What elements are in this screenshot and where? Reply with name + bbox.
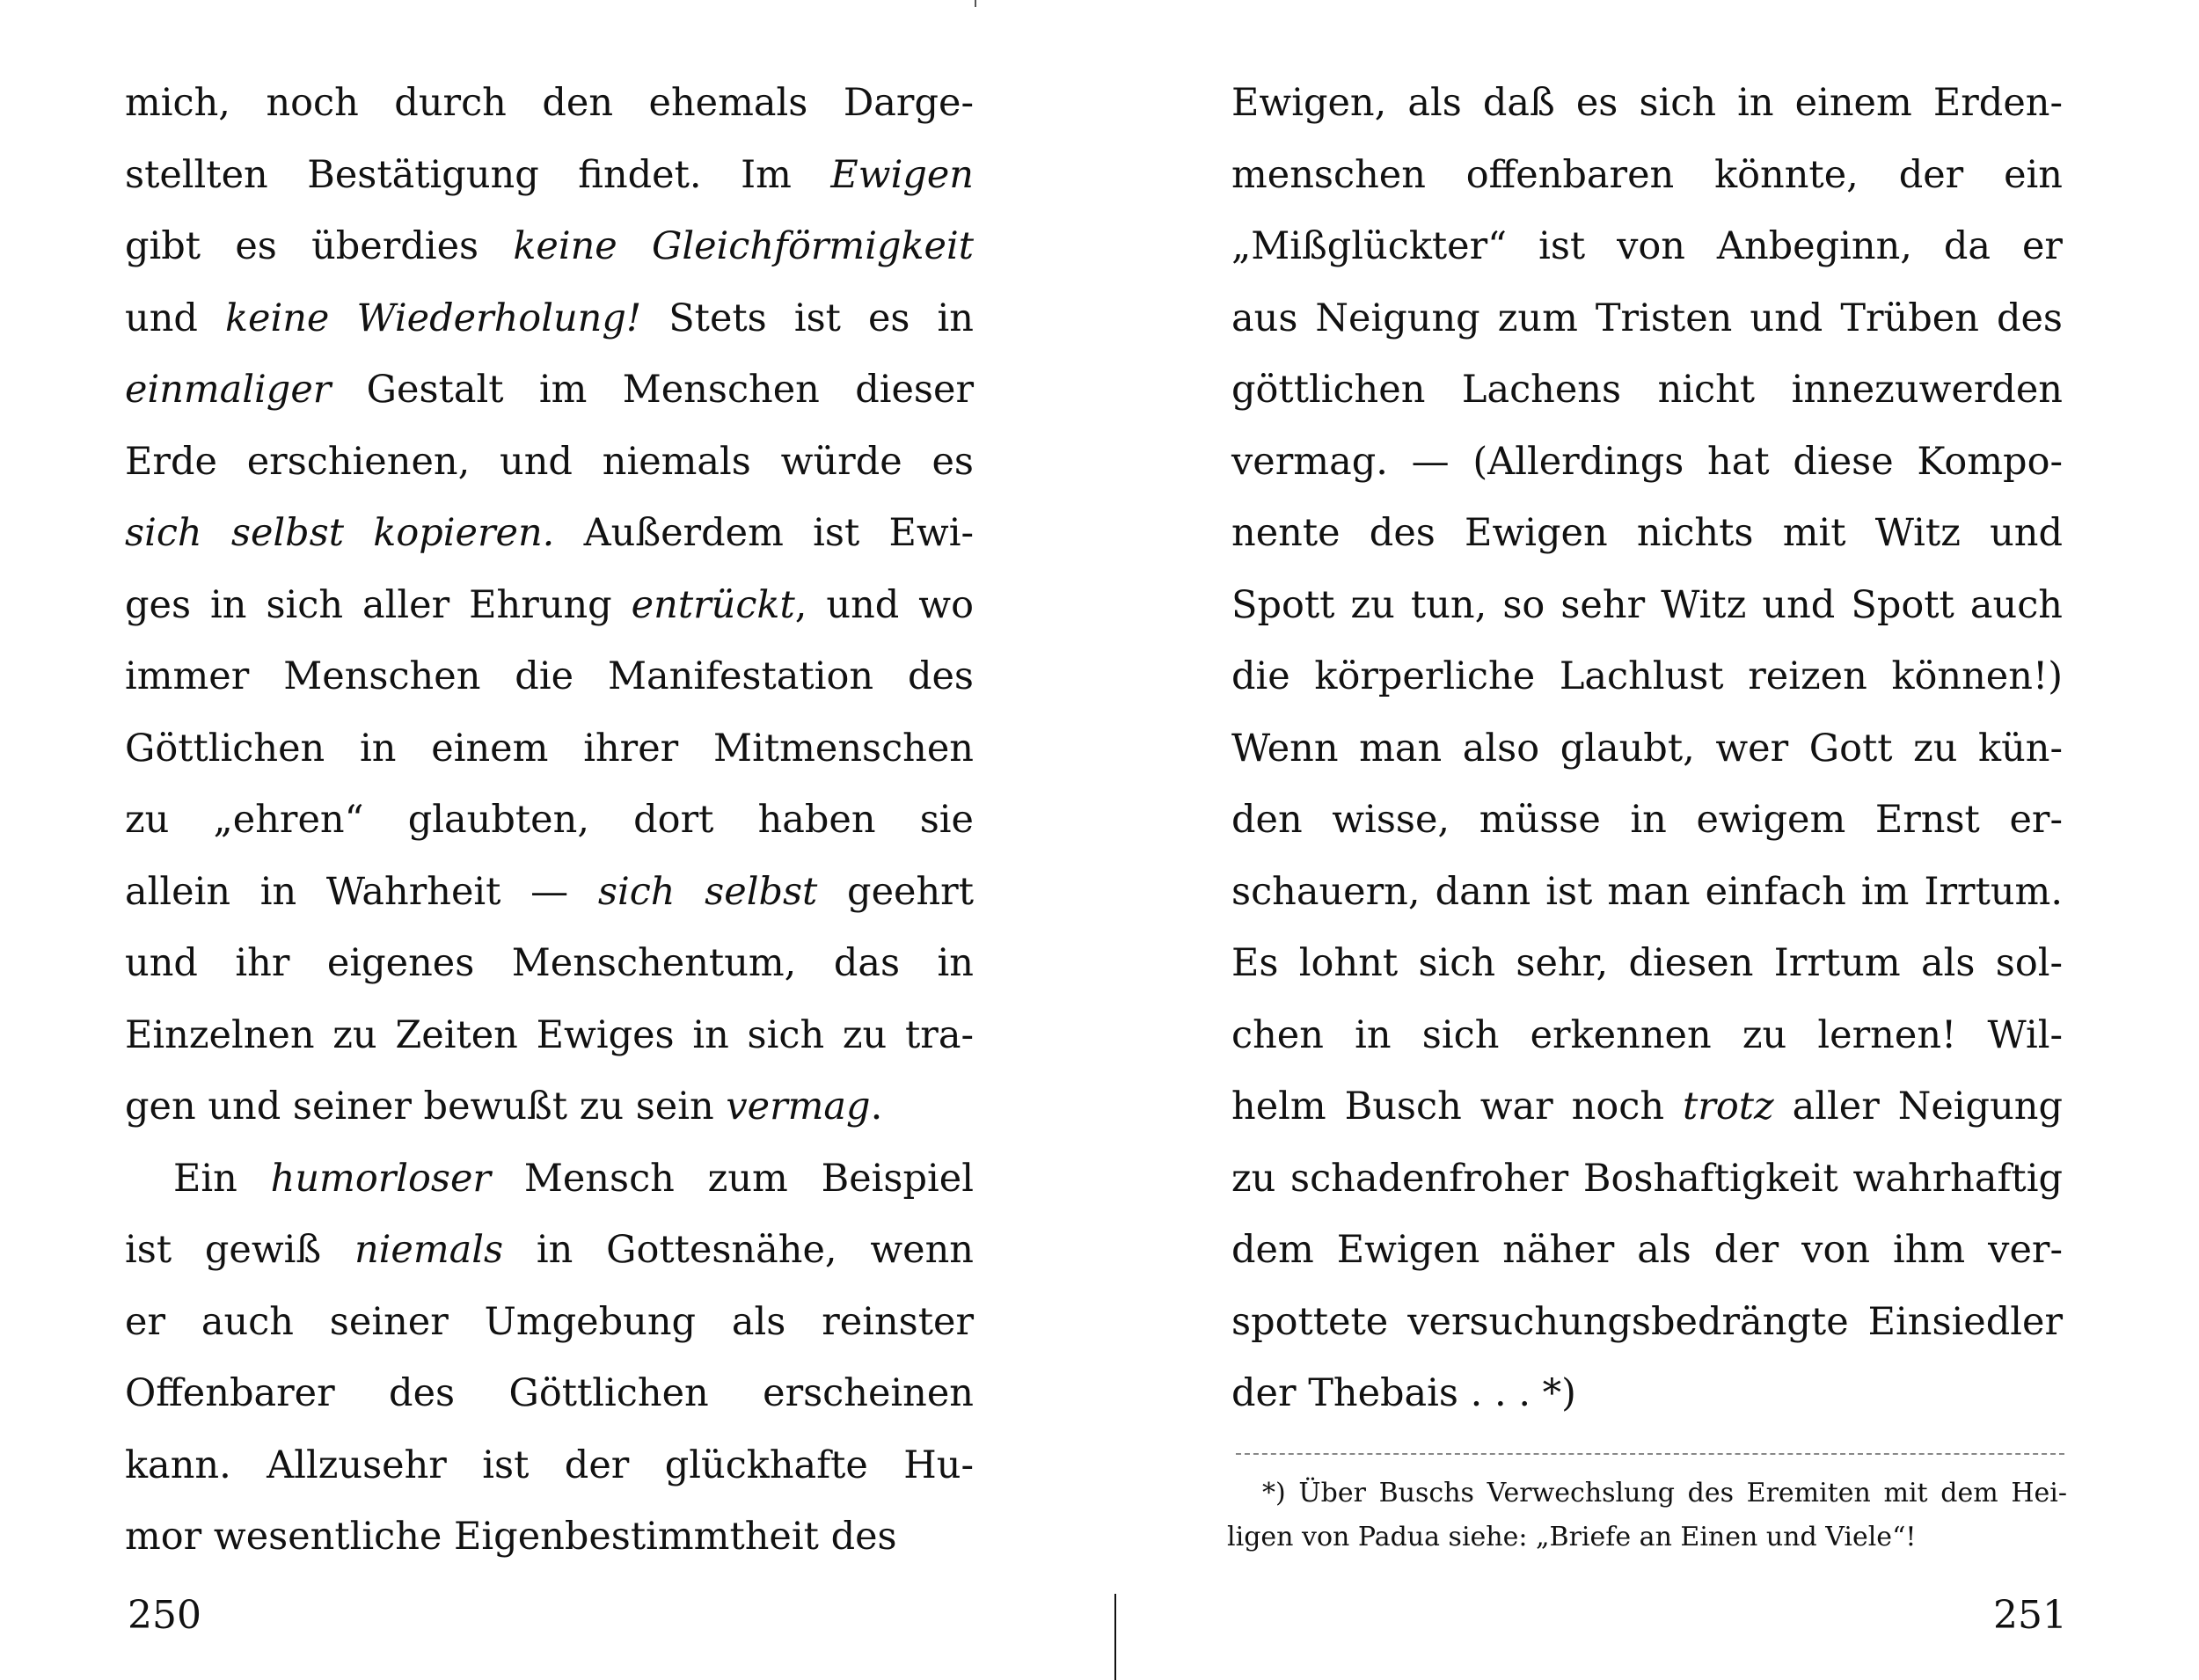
text-segment: Außerdem ist Ewi-: [554, 511, 974, 555]
text-line: [1231, 857, 2063, 929]
text-line: [125, 570, 974, 642]
text-line: [125, 1430, 974, 1502]
text-line: [125, 1000, 974, 1072]
text-line: [1231, 140, 2063, 212]
text-segment: .: [870, 1085, 883, 1129]
footnote: [1227, 1472, 2067, 1559]
text-line: [125, 1071, 974, 1143]
text-line: [125, 427, 974, 499]
text-segment: Gestalt im Menschen dieser: [331, 368, 974, 412]
text-line: [125, 1143, 974, 1216]
italic-text-segment: keine Wiederholung!: [224, 296, 642, 340]
text-line: [125, 857, 974, 929]
text-segment: Offenbarer des Göttlichen erscheinen: [125, 1371, 974, 1415]
text-segment: Stets ist es in: [641, 296, 975, 340]
page-number-left: 250: [128, 1593, 201, 1638]
text-line: [125, 1215, 974, 1287]
text-segment: Spott zu tun, so sehr Witz und Spott auch: [1231, 582, 2063, 627]
text-line: [1231, 498, 2063, 570]
text-segment: Ewigen, als daß es sich in einem Erden-: [1231, 81, 2063, 125]
text-segment: zu „ehren“ glaubten, dort haben sie: [125, 798, 974, 842]
text-segment: gibt es überdies: [125, 224, 514, 268]
text-segment: gen und seiner bewußt zu sein: [125, 1085, 727, 1129]
footnote-line: *) Über Buschs Verwechslung des Eremiten mit dem Hei-: [1262, 1478, 2067, 1508]
text-segment: chen in sich erkennen zu lernen! Wil-: [1231, 1012, 2063, 1057]
text-segment: stellten Bestätigung findet. Im: [125, 152, 831, 197]
text-line: [1231, 1143, 2063, 1216]
text-segment: spottete versuchungsbedrängte Einsiedler: [1231, 1299, 2063, 1344]
text-line: [1231, 713, 2063, 785]
text-segment: Göttlichen in einem ihrer Mitmenschen: [125, 726, 974, 771]
italic-text-segment: sich selbst: [597, 869, 818, 914]
text-segment: immer Menschen die Manifestation des: [125, 654, 974, 698]
text-segment: aller Neigung: [1773, 1085, 2063, 1129]
italic-text-segment: Ewigen: [830, 152, 974, 197]
italic-text-segment: entrückt: [631, 582, 795, 627]
italic-text-segment: vermag: [726, 1085, 871, 1129]
italic-text-segment: niemals: [354, 1228, 504, 1272]
text-segment: nente des Ewigen nichts mit Witz und: [1231, 511, 2063, 555]
text-line: [1231, 211, 2063, 283]
text-segment: und: [125, 296, 225, 340]
text-line: [125, 928, 974, 1000]
text-segment: in Gottesnähe, wenn: [503, 1228, 974, 1272]
text-segment: Es lohnt sich sehr, diesen Irrtum als sol-: [1231, 941, 2063, 985]
text-segment: und ihr eigenes Menschentum, das in: [125, 941, 974, 985]
text-line: [1231, 785, 2063, 857]
text-line: [125, 68, 974, 140]
text-segment: Wenn man also glaubt, wer Gott zu kün-: [1231, 726, 2063, 771]
text-segment: der Thebais . . . *): [1231, 1371, 1576, 1415]
text-line: [1231, 427, 2063, 499]
text-segment: Erde erschienen, und niemals würde es: [125, 439, 974, 484]
italic-text-segment: keine Gleichförmigkeit: [513, 224, 975, 268]
text-line: [1231, 354, 2063, 427]
text-line: [125, 713, 974, 785]
text-segment: den wisse, müsse in ewigem Ernst er-: [1231, 798, 2063, 842]
text-line: [125, 354, 974, 427]
text-segment: Ein: [173, 1156, 271, 1201]
text-line: [1231, 283, 2063, 355]
text-segment: mich, noch durch den ehemals Darge-: [125, 81, 974, 125]
text-segment: geehrt: [817, 869, 974, 914]
text-segment: helm Busch war noch: [1231, 1085, 1683, 1129]
text-segment: Einzelnen zu Zeiten Ewiges in sich zu tra-: [125, 1012, 974, 1057]
italic-text-segment: trotz: [1683, 1085, 1774, 1129]
text-segment: schauern, dann ist man einfach im Irrtum.: [1231, 869, 2063, 914]
text-line: [125, 1501, 974, 1574]
italic-text-segment: sich selbst kopieren.: [125, 511, 555, 555]
italic-text-segment: einmaliger: [125, 368, 332, 412]
text-segment: allein in Wahrheit —: [125, 869, 598, 914]
text-segment: er auch seiner Umgebung als reinster: [125, 1299, 974, 1344]
text-segment: ges in sich aller Ehrung: [125, 582, 632, 627]
text-segment: ist gewiß: [125, 1228, 354, 1272]
text-line: [1231, 570, 2063, 642]
text-segment: , und wo: [794, 582, 974, 627]
right-page-text: [1231, 68, 2063, 1430]
text-line: [125, 498, 974, 570]
right-page: [1100, 0, 2199, 1680]
text-segment: göttlichen Lachens nicht innezuwerden: [1231, 368, 2063, 412]
text-segment: kann. Allzusehr ist der glückhafte Hu-: [125, 1443, 974, 1487]
text-line: [1231, 68, 2063, 140]
text-line: [1231, 1287, 2063, 1359]
text-segment: menschen offenbaren könnte, der ein: [1231, 152, 2063, 197]
text-line: [1231, 1000, 2063, 1072]
text-segment: vermag. — (Allerdings hat diese Kompo-: [1231, 439, 2063, 484]
text-line: [125, 1358, 974, 1430]
text-line: [1231, 928, 2063, 1000]
text-segment: dem Ewigen näher als der von ihm ver-: [1231, 1228, 2063, 1272]
footnote-divider: [1236, 1453, 2064, 1455]
text-line: [1231, 1215, 2063, 1287]
text-segment: die körperliche Lachlust reizen können!): [1231, 654, 2063, 698]
left-page-text: [125, 68, 974, 1574]
text-segment: zu schadenfroher Boshaftigkeit wahrhaftig: [1231, 1156, 2063, 1201]
text-line: [125, 785, 974, 857]
text-line: [1231, 1358, 2063, 1430]
text-line: [125, 283, 974, 355]
text-line: [1231, 1071, 2063, 1143]
text-segment: aus Neigung zum Tristen und Trüben des: [1231, 296, 2063, 340]
page-number-right: 251: [1993, 1593, 2067, 1638]
text-segment: mor wesentliche Eigenbestimmtheit des: [125, 1515, 897, 1559]
text-segment: „Mißglückter“ ist von Anbeginn, da er: [1231, 224, 2063, 268]
italic-text-segment: humorloser: [270, 1156, 491, 1201]
text-line: [1231, 641, 2063, 713]
text-line: [125, 1287, 974, 1359]
text-line: [125, 641, 974, 713]
footnote-line: ligen von Padua siehe: „Briefe an Einen und Viele“!: [1227, 1522, 1917, 1552]
text-line: [125, 140, 974, 212]
text-line: [125, 211, 974, 283]
top-edge-mark: [975, 0, 976, 7]
text-segment: Mensch zum Beispiel: [491, 1156, 974, 1201]
